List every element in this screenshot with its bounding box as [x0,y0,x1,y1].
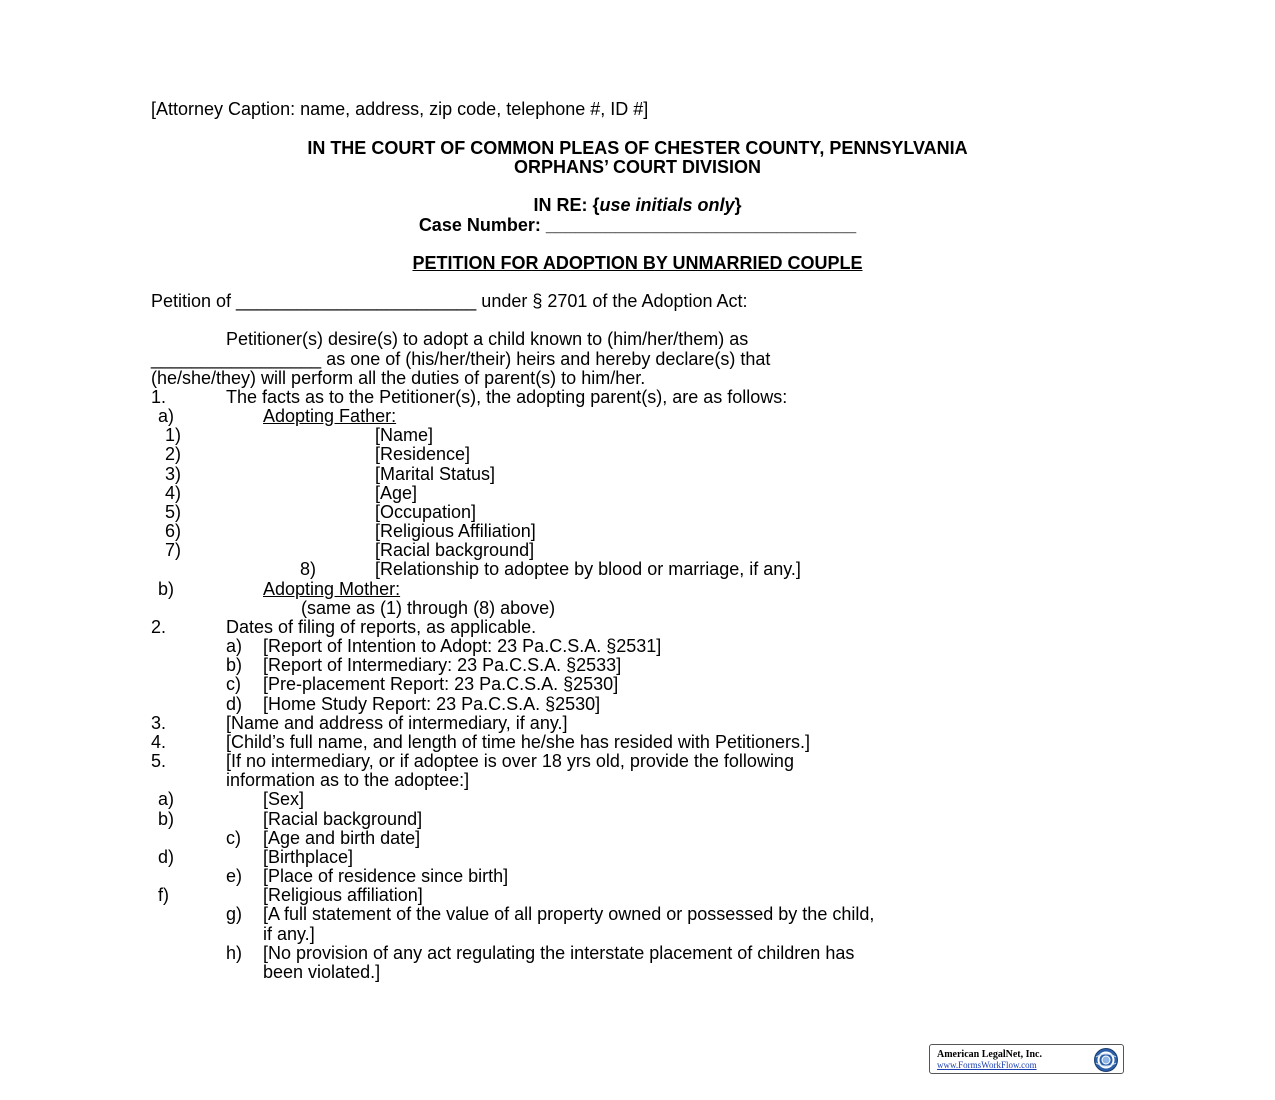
section-4-text: [Child’s full name, and length of time he/she has resided with Petitioners.] [226,732,810,752]
section-2-text: Dates of filing of reports, as applicable. [226,617,537,637]
section-1-text: The facts as to the Petitioner(s), the adopting parent(s), are as follows: [226,387,788,407]
father-item-number: 6) [165,521,182,541]
mother-letter: b) [158,579,175,599]
adoptee-item-text-continued: been violated.] [263,962,381,982]
document-title: PETITION FOR ADOPTION BY UNMARRIED COUPLE [412,253,863,273]
in-re-close: } [734,195,742,215]
report-item-letter: d) [226,694,243,714]
court-division: ORPHANS’ COURT DIVISION [513,157,762,177]
father-letter: a) [158,406,175,426]
adoptee-item-letter: e) [226,866,243,886]
globe-icon [1093,1047,1119,1073]
father-item-text: [Relationship to adoptee by blood or marriage, if any.] [375,559,801,579]
father-item-number: 3) [165,464,182,484]
report-item-letter: c) [226,674,241,694]
father-item-text: [Occupation] [375,502,477,522]
adoptee-item-letter: c) [226,828,241,848]
mother-note: (same as (1) through (8) above) [301,598,556,618]
father-item-text: [Age] [375,483,418,503]
in-re-line [0,195,1275,215]
father-item-text: [Residence] [375,444,471,464]
intro-line-2: _________________ as one of (his/her/their) heirs and hereby declare(s) that [151,349,771,369]
footer-company-name: American LegalNet, Inc. [937,1049,1042,1060]
adoptee-item-text: [A full statement of the value of all property owned or possessed by the child, [263,904,875,924]
section-2-number: 2. [151,617,167,637]
attorney-caption: [Attorney Caption: name, address, zip code, telephone #, ID #] [151,99,649,119]
report-item-letter: a) [226,636,243,656]
father-item-number: 5) [165,502,182,522]
adoptee-item-text: [Age and birth date] [263,828,421,848]
adoptee-item-text: [Sex] [263,789,305,809]
section-3-text: [Name and address of intermediary, if any.] [226,713,568,733]
footer-url-link[interactable]: www.FormsWorkFlow.com [937,1060,1037,1070]
father-item-text: [Marital Status] [375,464,496,484]
adoptee-item-text: [Place of residence since birth] [263,866,509,886]
father-item-text: [Religious Affiliation] [375,521,536,541]
section-5-number: 5. [151,751,167,771]
adoptee-item-text: [Religious affiliation] [263,885,423,905]
intro-line-1: Petitioner(s) desire(s) to adopt a child known to (him/her/them) as [226,329,749,349]
adoptee-item-letter: d) [158,847,175,867]
adoptee-item-letter: h) [226,943,243,963]
adoptee-item-text: [Birthplace] [263,847,354,867]
in-re-label: IN RE: { [533,195,600,215]
report-item-text: [Report of Intermediary: 23 Pa.C.S.A. §2533] [263,655,622,675]
court-heading: IN THE COURT OF COMMON PLEAS OF CHESTER COUNTY, PENNSYLVANIA [307,138,968,158]
father-heading: Adopting Father: [263,406,397,426]
in-re-value: use initials only [599,195,735,215]
section-3-number: 3. [151,713,167,733]
intro-line-3: (he/she/they) will perform all the duties of parent(s) to him/her. [151,368,646,388]
father-item-number: 4) [165,483,182,503]
section-1-number: 1. [151,387,167,407]
adoptee-item-text: [No provision of any act regulating the interstate placement of children has [263,943,855,963]
section-5-text: [If no intermediary, or if adoptee is over 18 yrs old, provide the following [226,751,794,771]
report-item-text: [Report of Intention to Adopt: 23 Pa.C.S.A. §2531] [263,636,662,656]
mother-heading: Adopting Mother: [263,579,401,599]
footer-logo[interactable] [929,1044,1124,1074]
adoptee-item-letter: a) [158,789,175,809]
section-4-number: 4. [151,732,167,752]
adoptee-item-text-continued: if any.] [263,924,315,944]
adoptee-item-letter: f) [158,885,169,905]
father-item-number: 8) [300,559,317,579]
section-5-text-continued: information as to the adoptee:] [226,770,470,790]
adoptee-item-letter: g) [226,904,243,924]
father-item-number: 1) [165,425,182,445]
father-item-number: 7) [165,540,182,560]
adoptee-item-text: [Racial background] [263,809,423,829]
report-item-letter: b) [226,655,243,675]
case-number: Case Number: _______________________________ [418,215,857,235]
report-item-text: [Home Study Report: 23 Pa.C.S.A. §2530] [263,694,601,714]
father-item-text: [Racial background] [375,540,535,560]
petition-of-line: Petition of ________________________ under § 2701 of the Adoption Act: [151,291,748,311]
adoptee-item-letter: b) [158,809,175,829]
report-item-text: [Pre-placement Report: 23 Pa.C.S.A. §2530] [263,674,619,694]
father-item-text: [Name] [375,425,434,445]
father-item-number: 2) [165,444,182,464]
